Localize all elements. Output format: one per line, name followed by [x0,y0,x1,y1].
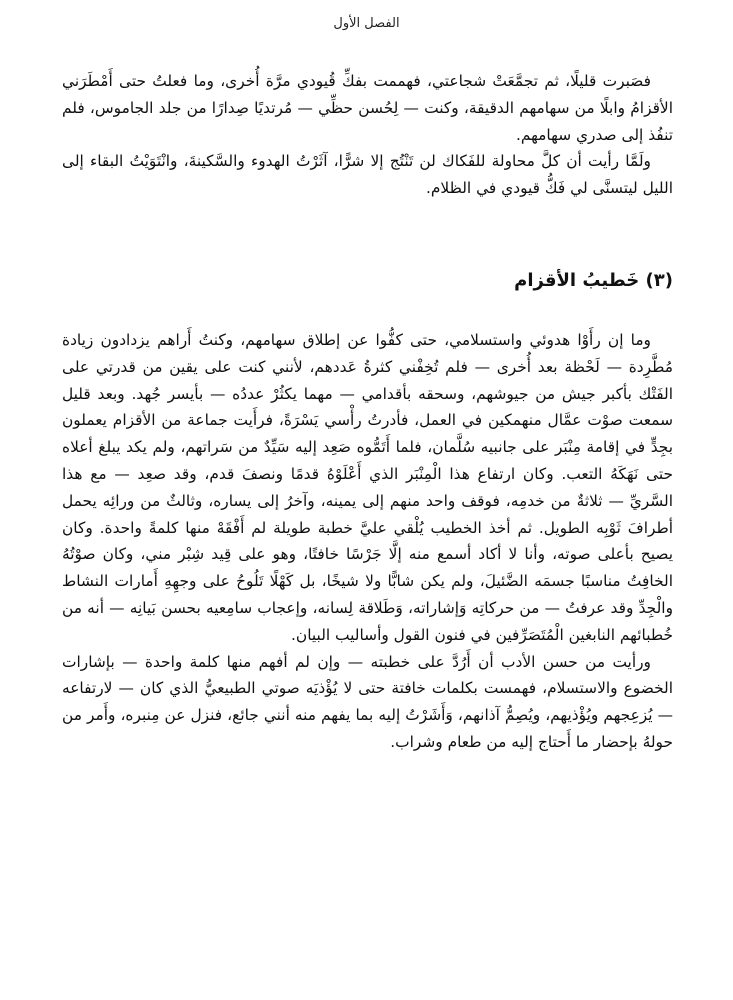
paragraph: ولَمَّا رأيت أن كلَّ محاولة للفَكاك لن تَنْتُج إلا شرًّا، آثَرْتُ الهدوء والسَّكينةَ، وانْتَوَيْتُ البقاء إلى الليل ليتسنَّى لي فَكُّ قيودي في الظلام. [62,152,673,198]
running-header: الفصل الأول [333,16,400,31]
paragraph: ورأيت من حسن الأدب أن أَرُدَّ على خطبته — وإن لم أفهم منها كلمة واحدة — بإشارات الخضوع والاستسلام، فهمست بكلمات خافتة حتى لا يُؤْذيَه صوتي الطبيعيُّ الذي كان — لارتفاعه — يُزعِجهم ويُؤْذيهم، ويُصِمُّ آذانهم، وَأَشَرْتُ إليه بما يفهم منه أنني جائع، فنزل عن مِنبره، وأَمر من حولهُ بإحضار ما أَحتاج إليه من طعام وشراب. [62,652,673,751]
section-heading: (٣) خَطيبُ الأقزام [514,270,673,291]
intro-text-block [62,68,673,202]
section-text-block [62,327,673,756]
paragraph: وما إن رأَوْا هدوئي واستسلامي، حتى كفُّوا عن إطلاق سهامهم، وكنتُ أَراهم يزدادون زيادة مُطَّرِدة — لَحْظة بعد أُخرى — فلم تُخِفْني كثرةُ عَددهم، لأنني كنت على يقين من قدرتي على الفَتْك بأكبر جيش من جيوشهم، وسحقه بأقدامي — مهما يكثُرْ عددُه — بأيسر جُهد. وبعد قليل سمعت صوْت عمَّال منهمكين في العمل، فأدرتُ رأْسي يَسْرَةً، فرأَيت جماعة من الأقزام يعملون بجِدٍّ في إقامة مِنْبَر على جانبيه سُلَّمان، فلما أَتَمُّوه صَعِد إليه سَيِّدٌ من سَراتهم، ولم يكد يبلغ أعلاه حتى نَهَكَهُ التعب. وكان ارتفاع هذا الْمِنْبَر الذي أَعْلَوْهُ قدمًا ونصفَ قدم، وقد صعِد — مع هذا السَّريِّ — ثلاثةٌ من خدمِه، فوقف واحد منهم إلى يمينه، وآخرُ إلى يساره، وثالثٌ من ورائِه يحمل أطرافَ ثَوْبِه الطويل. ثم أخذ الخطيب يُلْقي عليَّ خطبة طويلة لم أَفْقَهْ منها كلمةً واحدة. وكان يصيح بأعلى صوته، وأنا لا أكاد أسمع منه إلَّا جَرْسًا خافتًا، وهو على قِيد شِبْر مني، وكان صوْتُهُ الخافِتُ مناسبًا جسمَه الضَّئيلَ، ولم يكن شابًّا ولا شيخًا، بل كَهْلًا تَلُوحُ على وجهِهِ أَمارات النشاط والْجِدِّ وقد عرفتُ — من حركاتِه وَإشاراته، وَطَلاقة لِسانه، وإعجاب سامِعيه بحسن بَيانِه — أنه من خُطبائهم النابغين الْمُتَصَرِّفين في فنون القول وأساليب البيان. [62,331,673,644]
paragraph: فصَبرت قليلًا، ثم تجمَّعَتْ شجاعتي، فهممت بفكِّ قُيودي مرَّة أُخرى، وما فعلتُ حتى أَمْطَرَني الأقزامُ وابلًا من سهامهم الدقيقة، وكنت — لِحُسن حظِّي — مُرتديًا صِدارًا من جلد الجاموس، فلم تنفُذ إلى صدري سهامهم. [62,72,673,144]
